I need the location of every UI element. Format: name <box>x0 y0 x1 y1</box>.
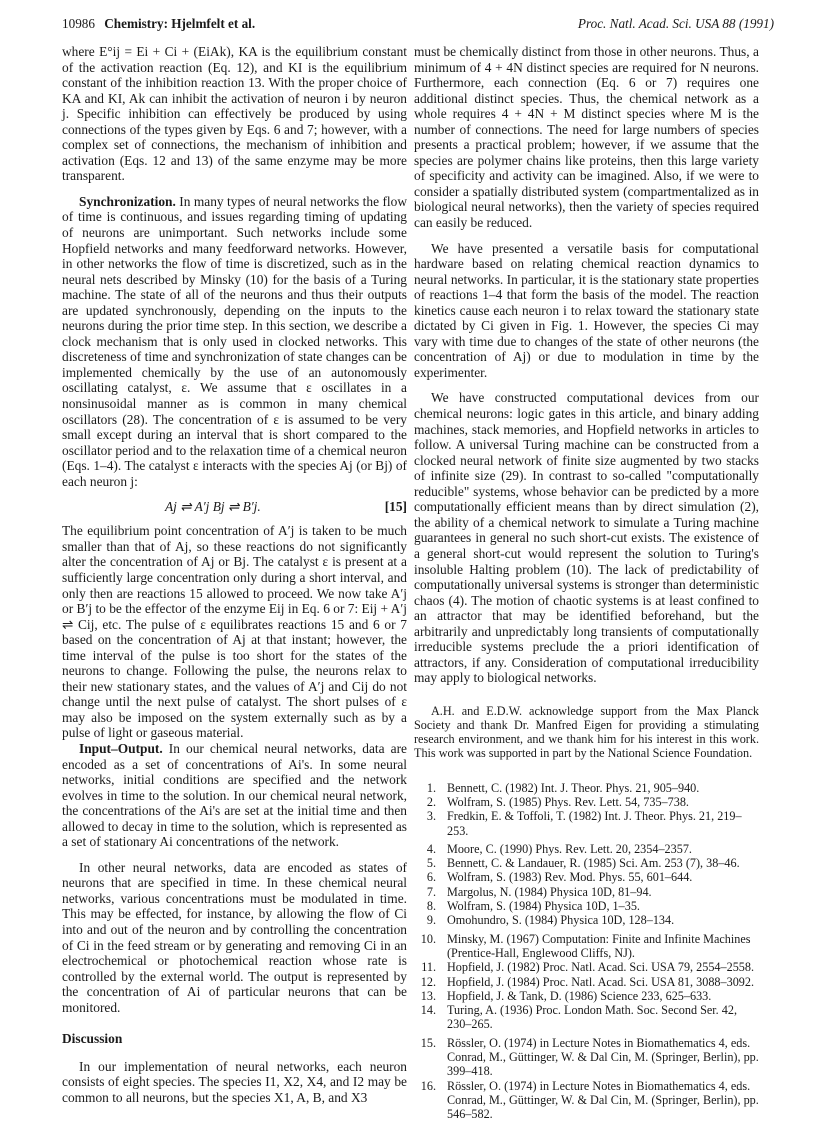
equation-15-body: Aj ⇌ A′j Bj ⇌ B′j. <box>165 499 261 515</box>
acknowledgment: A.H. and E.D.W. acknowledge support from the Max Planck Society and thank Dr. Manfred Eigen for providing a stimulating research environment, and we thank him for his interest in this work. This work was supported in part by the National Science Foundation. <box>414 703 759 761</box>
reference-item <box>414 1003 759 1032</box>
reference-item <box>414 1036 759 1079</box>
equation-15 <box>62 493 407 519</box>
intro-paragraph: where E°ij = Ei + Ci + (EiAk), KA is the equilibrium constant of the activation reaction (Eq. 12), and KI is the equilibrium constant of the inhibition reaction 13. With the proper choice of KA and KI, Ak can inhibit the activation of neuron i by neuron j. Specific inhibition can effectively be produced by using connections of the types given by Eqs. 6 and 7; however, with a complex set of connections, the mechanism of inhibition and activation (Eqs. 12 and 13) of the same enzyme may be more transparent. <box>62 44 407 184</box>
reference-item <box>414 913 759 927</box>
reference-text: Fredkin, E. & Toffoli, T. (1982) Int. J. Theor. Phys. 21, 219–253. <box>447 809 742 838</box>
reference-number: 6. <box>426 870 436 885</box>
reference-text: Hopfield, J. (1984) Proc. Natl. Acad. Sci. USA 81, 3088–3092. <box>447 974 755 989</box>
reference-text: Margolus, N. (1984) Physica 10D, 81–94. <box>447 884 652 899</box>
input-output-text: In our chemical neural networks, data are encoded as a set of concentrations of Ai's. In some neural networks, initial conditions are specified and the network evolves in time to the solution. In our chemical neural network, the concentrations of the Ai's are set at the initial time and then allowed to decay in time to the solution, which is represented as a set of stationary Ai concentrations of the network. <box>62 740 407 850</box>
reference-number: 8. <box>426 899 436 914</box>
reference-item <box>414 856 759 870</box>
reference-number: 3. <box>426 809 436 824</box>
journal-citation: Proc. Natl. Acad. Sci. USA 88 (1991) <box>577 16 774 31</box>
reference-number: 16. <box>420 1078 436 1093</box>
reference-item <box>414 842 759 856</box>
reference-text: Hopfield, J. & Tank, D. (1986) Science 233, 625–633. <box>447 988 712 1003</box>
reference-item <box>414 781 759 795</box>
reference-text: Omohundro, S. (1984) Physica 10D, 128–134. <box>447 913 675 928</box>
reference-item <box>414 989 759 1003</box>
reference-list <box>414 781 759 1122</box>
reference-item <box>414 899 759 913</box>
page-header <box>62 16 774 36</box>
reference-item <box>414 932 759 961</box>
reference-item <box>414 960 759 974</box>
input-output-paragraph <box>62 741 407 850</box>
synchronization-paragraph <box>62 194 407 489</box>
reference-item <box>414 870 759 884</box>
post-equation-paragraph: The equilibrium point concentration of A′j is taken to be much smaller than that of Aj, so these reactions do not significantly alter the concentration of Aj or Bj. The catalyst ε is present at a sufficiently large concentration only during a short interval, and only then are reactions 15 allowed to proceed. We now take A′j or B′j to be the effector of the enzyme Eij in Eq. 6 or 7: Eij + A′j ⇌ Cij, etc. The pulse of ε equilibrates reactions 15 and 6 or 7 based on the concentration of Aj at that instant; however, the time interval of the pulse is too short for the states of the neurons to change. Following the pulse, the neurons relax to their new stationary states, and the values of A′j and Cij do not change until the next pulse of catalyst. The short pulses of ε may also be imposed on the system externally such as by a pulse of light or gaseous material. <box>62 523 407 741</box>
reference-item <box>414 809 759 838</box>
reference-text: Minsky, M. (1967) Computation: Finite and Infinite Machines (Prentice-Hall, Englewood Cliffs, NJ). <box>447 931 751 960</box>
other-networks-paragraph: In other neural networks, data are encoded as states of neurons that are specified in time. In these chemical neural networks, various concentrations must be modulated in time. This may be effected, for instance, by allowing the flow of Ci into and out of the neuron and by controlling the concentration of Ci in the feed stream or by generating and removing Ci in an electrochemical or photochemical reaction whose rate is controlled by the external world. The output is represented by the concentration of Ai of particular neurons that can be monitored. <box>62 859 407 1015</box>
input-output-heading: Input–Output. <box>79 740 163 756</box>
reference-number: 2. <box>426 794 436 809</box>
discussion-paragraph: In our implementation of neural networks, each neuron consists of eight species. The species I1, X2, X4, and I2 may be common to all neurons, but the species X1, A, B, and X3 <box>62 1058 407 1105</box>
reference-number: 14. <box>420 1003 436 1018</box>
reference-text: Rössler, O. (1974) in Lecture Notes in Biomathematics 4, eds. Conrad, M., Güttinger, W. & Dal Cin, M. (Springer, Berlin), pp. 399–418. <box>447 1035 759 1079</box>
reference-number: 11. <box>421 960 436 975</box>
reference-item <box>414 885 759 899</box>
right-column <box>414 44 759 1122</box>
synchronization-text: In many types of neural networks the flow of time is continuous, and issues regarding timing of updating of neurons are unimportant. Such networks include some Hopfield networks and many feedforward networks. However, in other networks the flow of time is discretized, such as in the neural nets described by Minsky (10) for the basis of a Turing machine. The state of all of the neurons and thus their outputs are updated synchronously, depending on the inputs to the neurons during the prior time step. In this section, we describe a clock mechanism that is only used in clocked networks. This discreteness of time and synchronization of state changes can be implemented chemically by the use of an autonomously oscillating catalyst, ε. We assume that ε oscillates in a nonsinusoidal manner as is common in many chemical oscillators (28). The concentration of ε is assumed to be very small except during an interval that is short compared to the oscillator period and to the relaxation time of a chemical neuron (Eqs. 1–4). The catalyst ε interacts with the species Aj (or Bj) of each neuron j: <box>62 193 407 489</box>
equation-15-number: [15] <box>384 499 407 515</box>
reference-text: Moore, C. (1990) Phys. Rev. Lett. 20, 2354–2357. <box>447 841 692 856</box>
continued-paragraph: must be chemically distinct from those in other neurons. Thus, a minimum of 4 + 4N distinct species are required for N neurons. Furthermore, each connection (Eq. 6 or 7) requires one additional distinct species. Thus, the chemical network as a whole requires 4 + 4N + M distinct species where M is the number of connections. The need for large numbers of species presents a practical problem; however, if we assume that the species are polymer chains like proteins, then this large variety of specificity and activity can be imagined. Also, if we were to consider a spatially distributed system (compartmentalized as in biological neural networks), then the variety of species required can easily be reduced. <box>414 44 759 231</box>
discussion-heading: Discussion <box>62 1031 123 1047</box>
header-left <box>62 16 255 32</box>
versatile-paragraph: We have presented a versatile basis for computational hardware based on relating chemical reaction dynamics to neural networks. In particular, it is the stationary state properties of reactions 1–4 that form the basis of the model. The reaction kinetics cause each neuron i to relax toward the stationary state dictated by Ci given in Fig. 1. However, the species Ci may vary with time due to changes of the state of other neurons (the concentration of Aj) or due to modulation in time by the experimenter. <box>414 240 759 380</box>
reference-text: Turing, A. (1936) Proc. London Math. Soc. Second Ser. 42, 230–265. <box>447 1003 738 1032</box>
reference-number: 9. <box>426 913 436 928</box>
reference-text: Wolfram, S. (1984) Physica 10D, 1–35. <box>447 899 640 914</box>
reference-text: Rössler, O. (1974) in Lecture Notes in Biomathematics 4, eds. Conrad, M., Güttinger, W. & Dal Cin, M. (Springer, Berlin), pp. 546–582. <box>447 1078 759 1122</box>
reference-number: 1. <box>426 780 436 795</box>
running-title: Chemistry: Hjelmfelt et al. <box>104 16 256 31</box>
reference-text: Bennett, C. & Landauer, R. (1985) Sci. Am. 253 (7), 38–46. <box>447 856 740 871</box>
reference-number: 13. <box>420 988 436 1003</box>
reference-item <box>414 975 759 989</box>
page-number: 10986 <box>62 16 95 31</box>
reference-text: Hopfield, J. (1982) Proc. Natl. Acad. Sci. USA 79, 2554–2558. <box>447 960 755 975</box>
reference-text: Wolfram, S. (1983) Rev. Mod. Phys. 55, 601–644. <box>447 870 693 885</box>
reference-number: 12. <box>420 974 436 989</box>
synchronization-heading: Synchronization. <box>79 193 176 209</box>
reference-number: 5. <box>426 856 436 871</box>
reference-text: Bennett, C. (1982) Int. J. Theor. Phys. 21, 905–940. <box>447 780 700 795</box>
reference-item <box>414 795 759 809</box>
reference-number: 15. <box>420 1035 436 1050</box>
reference-item <box>414 1079 759 1122</box>
reference-number: 10. <box>420 931 436 946</box>
reference-text: Wolfram, S. (1985) Phys. Rev. Lett. 54, 735–738. <box>447 794 689 809</box>
reference-number: 4. <box>426 841 436 856</box>
devices-paragraph: We have constructed computational devices from our chemical neurons: logic gates in this article, and binary adding machines, stack memories, and Hopfield networks in articles to follow. A universal Turing machine can be constructed from a clocked neural network of finite size augmented by two stacks of infinite size (29). In contrast to so-called "computationally reducible" systems, whose behavior can be predicted by a more computationally efficient means than by direct simulation (2), the ability of a chemical network to simulate a Turing machine guarantees in general no such short-cut exists. The existence of a general short-cut would represent the solution to Turing's insoluble Halting problem (10). The lack of predictability of computationally universal systems is stronger than deterministic chaos (4). The motion of chaotic systems is at least confined to an attractor that may be identified beforehand, but the arbitrarily and unpredictably long transients of computationally irreducible systems preclude the a priori identification of attractors, if any. Consideration of computational irreducibility may apply to biological networks. <box>414 390 759 686</box>
reference-number: 7. <box>426 884 436 899</box>
left-column <box>62 44 407 1105</box>
